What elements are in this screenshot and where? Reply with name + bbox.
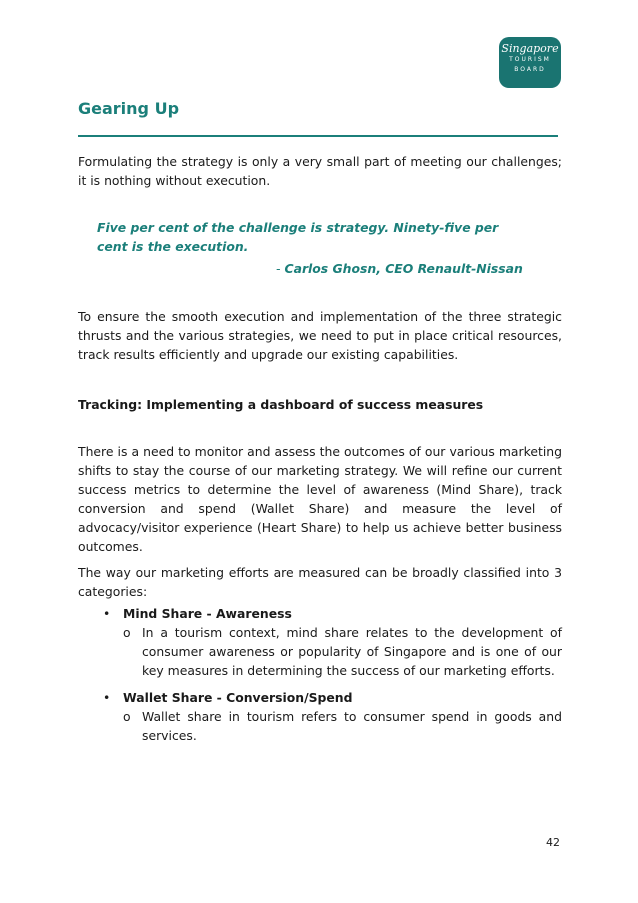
attribution-author: Carlos Ghosn, CEO Renault-Nissan: [284, 261, 523, 276]
sub-bullet-text: Wallet share in tourism refers to consumer spend in goods and services.: [142, 709, 562, 743]
list-item: [97, 688, 562, 745]
section-subheading: Tracking: Implementing a dashboard of success measures: [78, 397, 484, 412]
attribution-dash: -: [276, 261, 281, 276]
list-item: [97, 604, 562, 680]
bullet-icon: •: [103, 606, 111, 621]
page-number: 42: [546, 836, 560, 849]
quote-text: Five per cent of the challenge is strategy. Ninety-five per cent is the execution.: [97, 220, 499, 254]
sub-bullet-wallet-share: [97, 707, 562, 745]
singapore-tourism-board-logo: [499, 37, 561, 88]
logo-script-text: Singapore: [501, 42, 559, 55]
title-underline: [78, 135, 558, 137]
page-title: Gearing Up: [78, 99, 180, 118]
sub-bullet-icon: o: [123, 709, 131, 724]
sub-bullet-text: In a tourism context, mind share relates to the development of consumer awareness or popularity of Singapore and is one of our key measures in determining the success of our marketing efforts.: [142, 625, 562, 678]
sub-bullet-mind-share: [97, 623, 562, 680]
bullet-heading-wallet-share: [97, 688, 562, 707]
bullet-icon: •: [103, 690, 111, 705]
tracking-paragraph: There is a need to monitor and assess the outcomes of our various marketing shifts to stay the course of our marketing strategy. We will refine our current success metrics to determine the level of awareness (Mind Share), track conversion and spend (Wallet Share) and measure the level of advocacy/visitor experience (Heart Share) to help us achieve better business outcomes.: [78, 444, 562, 554]
bullet-heading-mind-share: [97, 604, 562, 623]
sub-bullet-icon: o: [123, 625, 131, 640]
categories-paragraph: The way our marketing efforts are measured can be broadly classified into 3 categories:: [78, 565, 562, 599]
logo-line-1: TOURISM: [509, 56, 551, 63]
bullet-heading-text: Wallet Share - Conversion/Spend: [123, 690, 353, 705]
bullet-heading-text: Mind Share - Awareness: [123, 606, 292, 621]
quote-attribution: [276, 261, 523, 276]
intro-paragraph: Formulating the strategy is only a very small part of meeting our challenges; it is nothing without execution.: [78, 154, 562, 188]
logo-line-2: BOARD: [514, 66, 546, 73]
execution-paragraph: To ensure the smooth execution and implementation of the three strategic thrusts and the various strategies, we need to put in place critical resources, track results efficiently and upgrade our existing capabilities.: [78, 309, 562, 362]
